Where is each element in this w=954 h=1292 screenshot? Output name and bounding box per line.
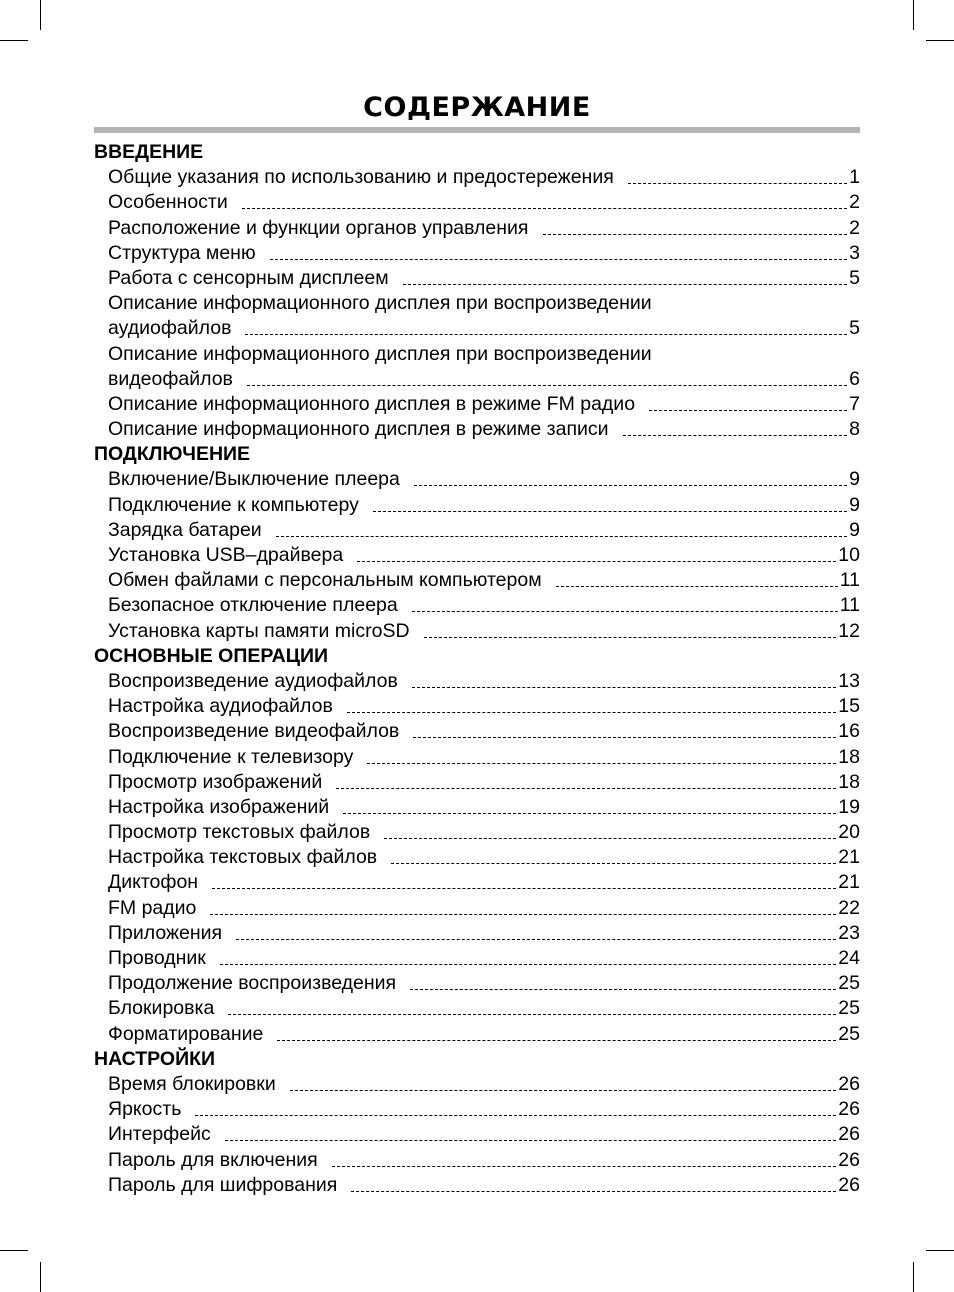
section-title: ВВЕДЕНИЕ	[94, 141, 204, 163]
toc-entry	[94, 467, 860, 492]
toc-entry-text	[108, 165, 860, 190]
toc-entry-text	[108, 669, 860, 694]
toc-entry	[94, 291, 860, 341]
toc-entry	[94, 417, 860, 442]
toc-entry-label: Включение/Выключение плеера	[108, 468, 400, 491]
crop-mark	[40, 0, 41, 30]
toc-entry-label: Расположение и функции органов управления	[108, 216, 529, 239]
toc-entry	[94, 1022, 860, 1047]
toc-entry-text	[108, 795, 860, 820]
toc-entry-text	[108, 719, 860, 744]
dot-leader	[403, 284, 848, 285]
toc-entry-text	[108, 770, 860, 795]
toc-entry-text	[108, 996, 860, 1021]
page-number: 9	[849, 468, 860, 491]
toc-entry-text	[108, 896, 860, 921]
crop-mark	[913, 1262, 914, 1292]
toc-entry-text	[108, 241, 860, 266]
dot-leader	[649, 410, 847, 411]
page-number: 2	[849, 216, 860, 239]
toc-entry-label: Подключение к телевизору	[108, 745, 354, 768]
dot-leader	[351, 1191, 836, 1192]
toc-entry-text	[108, 1022, 860, 1047]
toc-entry-label: Воспроизведение аудиофайлов	[108, 669, 398, 692]
dot-leader	[410, 989, 836, 990]
toc-entry-text	[108, 1122, 860, 1147]
page-number: 26	[838, 1173, 860, 1196]
toc-entry	[94, 493, 860, 518]
page-number: 2	[849, 191, 860, 214]
toc-entry	[94, 896, 860, 921]
dot-leader	[247, 385, 847, 386]
section-title: НАСТРОЙКИ	[94, 1047, 216, 1070]
page-number: 8	[849, 418, 860, 441]
dot-leader	[276, 536, 847, 537]
toc-entry-label: Блокировка	[108, 997, 215, 1020]
page-number: 9	[849, 518, 860, 541]
toc-entry-label: Безопасное отключение плеера	[108, 594, 398, 617]
toc-entry	[94, 342, 860, 392]
toc-entry-text	[108, 694, 860, 719]
toc-entry-text	[108, 1072, 860, 1097]
toc-entry-label: Подключение к компьютеру	[108, 493, 359, 516]
toc-entry-label: Пароль для включения	[108, 1148, 318, 1171]
toc-entry	[94, 770, 860, 795]
toc-entry	[94, 694, 860, 719]
toc-entry	[94, 845, 860, 870]
toc-entry-text	[108, 593, 860, 618]
page-number: 24	[838, 947, 860, 969]
page-number: 25	[838, 997, 860, 1020]
page-number: 16	[838, 720, 860, 743]
toc-entry-text	[108, 1097, 860, 1122]
toc-entry	[94, 216, 860, 241]
toc-entry-text	[108, 1148, 860, 1173]
toc-entry-text	[108, 820, 860, 845]
toc-entry-text	[108, 467, 860, 492]
toc-entry	[94, 241, 860, 266]
toc-entry-text	[108, 392, 860, 417]
toc-entry-label: Продолжение воспроизведения	[108, 972, 397, 995]
crop-mark	[40, 1262, 41, 1292]
toc-entry	[94, 745, 860, 770]
crop-mark	[926, 1250, 954, 1251]
page-title: СОДЕРЖАНИЕ	[363, 92, 591, 123]
toc-entry-label: Особенности	[108, 191, 228, 214]
dot-leader	[332, 1166, 837, 1167]
toc-entry-label: Диктофон	[108, 871, 199, 894]
dot-leader	[412, 611, 838, 612]
page-number: 26	[838, 1123, 860, 1146]
toc-entry-label: Установка USB–драйвера	[108, 544, 344, 566]
toc-entry	[94, 568, 860, 593]
toc-entry-label: Интерфейс	[108, 1123, 211, 1146]
page-number: 18	[838, 745, 860, 768]
toc-entry-label: Просмотр изображений	[108, 770, 323, 793]
page-number: 5	[849, 266, 860, 289]
page-number: 18	[838, 770, 860, 793]
toc-entry-text	[108, 493, 860, 518]
page-number: 23	[838, 921, 860, 944]
dot-leader	[367, 763, 836, 764]
toc-entry-text	[108, 1173, 860, 1198]
dot-leader	[336, 788, 836, 789]
dot-leader	[225, 1140, 837, 1141]
dot-leader	[245, 334, 847, 335]
crop-mark	[913, 0, 914, 30]
section-title: ОСНОВНЫЕ ОПЕРАЦИИ	[94, 644, 329, 667]
page-number: 3	[849, 241, 860, 264]
dot-leader	[277, 1040, 836, 1041]
page-number: 21	[838, 846, 860, 869]
dot-leader	[195, 1115, 836, 1116]
toc-entry	[94, 719, 860, 744]
toc-entry-label: Описание информационного дисплея в режиме FM радио	[108, 392, 636, 415]
toc-entry-text	[108, 266, 860, 291]
toc-entry-text	[108, 291, 860, 341]
page-number: 22	[838, 896, 860, 919]
page-number: 11	[839, 569, 860, 592]
toc-entry	[94, 996, 860, 1021]
dot-leader	[412, 687, 836, 688]
page-number: 15	[838, 695, 860, 718]
toc-entry-label: Описание информационного дисплея при воспроизведении	[108, 342, 652, 365]
toc-entry	[94, 669, 860, 694]
toc-entry-label: аудиофайлов	[108, 317, 232, 340]
crop-mark	[0, 40, 28, 41]
dot-leader	[220, 964, 836, 965]
toc-entry	[94, 593, 860, 618]
toc-entry-label: Проводник	[108, 947, 206, 969]
dot-leader	[290, 1090, 837, 1091]
toc-entry	[94, 190, 860, 215]
toc-entry	[94, 165, 860, 190]
toc-entry-text	[108, 417, 860, 442]
dot-leader	[347, 712, 836, 713]
page-number: 10	[838, 544, 860, 566]
toc-entry	[94, 1148, 860, 1173]
toc-entry-text	[108, 342, 860, 392]
page-number: 21	[838, 871, 860, 894]
toc-entry	[94, 971, 860, 996]
toc-entry	[94, 795, 860, 820]
dot-leader	[413, 737, 836, 738]
toc-entry-text	[108, 971, 860, 996]
toc-entry-text	[108, 745, 860, 770]
page-number: 26	[838, 1072, 860, 1095]
dot-leader	[236, 939, 836, 940]
table-of-contents	[94, 140, 860, 1198]
dot-leader	[424, 637, 837, 638]
toc-entry-label: Приложения	[108, 921, 223, 944]
toc-entry-text	[108, 216, 860, 241]
toc-entry-text	[108, 619, 860, 644]
toc-entry	[94, 619, 860, 644]
section-title: ПОДКЛЮЧЕНИЕ	[94, 443, 251, 466]
page-number: 25	[838, 972, 860, 995]
dot-leader	[414, 485, 847, 486]
dot-leader	[343, 813, 836, 814]
dot-leader	[543, 234, 848, 235]
dot-leader	[628, 183, 847, 184]
toc-entry-label: Время блокировки	[108, 1072, 276, 1095]
toc-entry-label: Описание информационного дисплея в режиме записи	[108, 418, 609, 441]
page-number: 13	[838, 669, 860, 692]
dot-leader	[391, 863, 836, 864]
page-number: 12	[838, 619, 860, 642]
toc-entry-label: Описание информационного дисплея при воспроизведении	[108, 292, 652, 315]
toc-entry	[94, 870, 860, 895]
dot-leader	[623, 435, 848, 436]
page-number: 11	[839, 594, 860, 617]
toc-entry-text	[108, 568, 860, 593]
toc-entry-label: Зарядка батареи	[108, 518, 262, 541]
dot-leader	[210, 914, 836, 915]
toc-entry	[94, 820, 860, 845]
dot-leader	[357, 561, 836, 562]
toc-entry-text	[108, 518, 860, 543]
toc-entry-label: Структура меню	[108, 241, 256, 264]
dot-leader	[384, 838, 836, 839]
dot-leader	[228, 1014, 836, 1015]
toc-entry	[94, 1173, 860, 1198]
page-number: 9	[849, 493, 860, 516]
crop-mark	[926, 40, 954, 41]
dot-leader	[373, 511, 847, 512]
toc-entry-label: Настройка текстовых файлов	[108, 846, 378, 869]
page-number: 1	[849, 166, 860, 189]
toc-entry-label: Настройка изображений	[108, 795, 330, 818]
toc-entry-label: Яркость	[108, 1098, 182, 1121]
page-number: 26	[838, 1148, 860, 1171]
toc-entry-label: Воспроизведение видеофайлов	[108, 720, 400, 743]
page-number: 19	[838, 795, 860, 818]
toc-entry	[94, 921, 860, 946]
toc-entry	[94, 392, 860, 417]
toc-entry	[94, 1097, 860, 1122]
toc-entry-text	[108, 870, 860, 895]
toc-entry	[94, 946, 860, 971]
toc-entry-text	[108, 946, 860, 971]
page-number: 26	[838, 1098, 860, 1121]
toc-entry	[94, 1072, 860, 1097]
toc-entry-text	[108, 543, 860, 568]
toc-entry-label: видеофайлов	[108, 367, 233, 390]
page-number: 20	[838, 821, 860, 844]
toc-entry	[94, 266, 860, 291]
toc-entry	[94, 518, 860, 543]
toc-entry-label: Обмен файлами с персональным компьютером	[108, 569, 542, 592]
title-rule	[94, 127, 860, 133]
page-number: 7	[849, 392, 860, 415]
dot-leader	[242, 208, 847, 209]
toc-entry	[94, 543, 860, 568]
dot-leader	[270, 259, 848, 260]
crop-mark	[0, 1250, 28, 1251]
toc-entry-label: FM радио	[108, 896, 197, 919]
toc-entry-text	[108, 190, 860, 215]
dot-leader	[556, 586, 838, 587]
page-number: 25	[838, 1022, 860, 1045]
toc-entry-label: Работа с сенсорным дисплеем	[108, 266, 389, 289]
toc-entry-label: Форматирование	[108, 1022, 264, 1045]
page-number: 5	[849, 317, 860, 340]
toc-entry-label: Настройка аудиофайлов	[108, 695, 333, 718]
toc-entry	[94, 1122, 860, 1147]
toc-entry-label: Установка карты памяти microSD	[108, 619, 410, 642]
toc-entry-text	[108, 921, 860, 946]
page-number: 6	[849, 367, 860, 390]
toc-entry-label: Пароль для шифрования	[108, 1173, 338, 1196]
toc-entry-text	[108, 845, 860, 870]
toc-entry-label: Общие указания по использованию и предостережения	[108, 166, 614, 189]
dot-leader	[212, 888, 836, 889]
toc-entry-label: Просмотр текстовых файлов	[108, 821, 371, 844]
